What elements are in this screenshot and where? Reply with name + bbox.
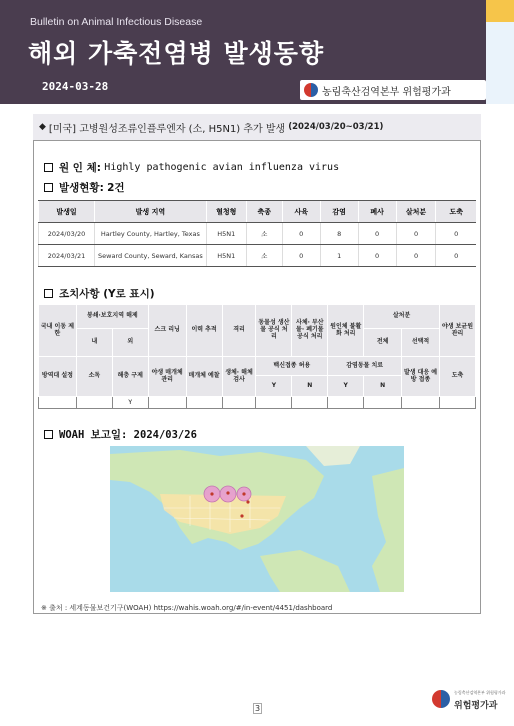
table-cell: Hartley County, Hartley, Texas <box>94 223 206 245</box>
column-header: 사육 <box>282 201 320 223</box>
outbreak-map <box>110 446 404 592</box>
measures-label: 조치사항 (Y로 표시) <box>59 288 155 300</box>
measure-header: 매개체 예찰 <box>186 357 222 397</box>
section-title: [미국] 고병원성조류인플루엔자 (소, H5N1) 추가 발생 <box>48 123 286 135</box>
woah-report-date: WOAH 보고일: 2024/03/26 <box>59 429 197 441</box>
column-header: 발생일 <box>39 201 95 223</box>
measure-header: 이력 추적 <box>186 305 222 357</box>
page-title: 해외 가축전염병 발생동향 <box>28 39 325 68</box>
table-cell: 0 <box>396 245 436 267</box>
measure-header: 동물성 생산물 공식 처리 <box>256 305 292 357</box>
agent-line <box>44 160 339 175</box>
measure-cell: Y <box>112 397 148 409</box>
measure-header: 야생 보균원 관리 <box>439 305 475 357</box>
measure-header: 소독 <box>76 357 112 397</box>
checkbox-icon <box>44 289 53 298</box>
world-map-graphic <box>110 446 404 592</box>
measures-table <box>38 304 476 409</box>
table-cell: 2024/03/20 <box>39 223 95 245</box>
measure-header: 원인체 불활화 처리 <box>328 305 364 357</box>
measure-cell <box>439 397 475 409</box>
table-cell: 0 <box>396 223 436 245</box>
measure-header: 해충 구제 <box>112 357 148 397</box>
outbreak-table-header <box>39 201 477 223</box>
measure-cell <box>256 397 292 409</box>
measure-cell <box>292 397 328 409</box>
measure-subheader: N <box>364 375 402 396</box>
outbreak-point <box>226 491 229 494</box>
table-row <box>39 223 477 245</box>
checkbox-icon <box>44 163 53 172</box>
checkbox-icon <box>44 430 53 439</box>
measure-header: 백신접종 허용 <box>256 357 328 376</box>
column-header: 도축 <box>436 201 476 223</box>
column-header: 발생 지역 <box>94 201 206 223</box>
checkbox-icon <box>44 183 53 192</box>
table-cell: 소 <box>246 223 282 245</box>
measure-header: 도축 <box>439 357 475 397</box>
source-note: ※ 출처 : 세계동물보건기구(WOAH) https://wahis.woah.org/#/in-event/4451/dashboard <box>41 604 333 612</box>
south-america-landmass <box>260 550 350 592</box>
section-heading <box>33 114 481 141</box>
outbreak-point <box>210 492 213 495</box>
measure-header: 발생 대응 예방 접종 <box>402 357 440 397</box>
header-corner-accent <box>486 0 514 22</box>
agent-value: Highly pathogenic avian influenza virus <box>104 162 340 173</box>
measure-subheader: 내 <box>76 329 112 357</box>
org-name: 농림축산검역본부 위험평가과 <box>322 86 451 98</box>
column-header: 혈청형 <box>206 201 246 223</box>
europe-africa-landmass <box>372 468 404 592</box>
table-cell: 0 <box>358 245 396 267</box>
status-value: 2건 <box>107 182 125 194</box>
measure-cell <box>148 397 186 409</box>
table-cell: Seward County, Seward, Kansas <box>94 245 206 267</box>
table-row <box>39 245 477 267</box>
column-header: 감염 <box>320 201 358 223</box>
measure-header: 봉쇄·보호지역 해제 <box>76 305 148 329</box>
table-cell: H5N1 <box>206 223 246 245</box>
page-header <box>0 0 514 104</box>
outbreak-table <box>38 200 476 267</box>
measure-subheader: N <box>292 375 328 396</box>
outbreak-point <box>242 492 245 495</box>
table-cell: H5N1 <box>206 245 246 267</box>
agent-label: 원 인 체: <box>59 162 101 174</box>
measure-header: 사체· 부산물· 폐기물 공식 처리 <box>292 305 328 357</box>
table-cell: 0 <box>436 223 476 245</box>
measure-header: 감염동물 치료 <box>328 357 402 376</box>
measure-cell <box>328 397 364 409</box>
status-line <box>44 180 125 195</box>
agency-logo-icon <box>304 83 318 97</box>
org-badge <box>300 80 486 100</box>
greenland-landmass <box>306 446 360 466</box>
measure-cell <box>402 397 440 409</box>
measure-header: 생체· 해체 검사 <box>222 357 256 397</box>
footer-logo-icon <box>432 690 450 708</box>
measure-subheader: Y <box>328 375 364 396</box>
measure-subheader: 외 <box>112 329 148 357</box>
measure-header: 격리 <box>222 305 256 357</box>
column-header: 살처분 <box>396 201 436 223</box>
table-cell: 소 <box>246 245 282 267</box>
measure-subheader: 전체 <box>364 329 402 357</box>
column-header: 폐사 <box>358 201 396 223</box>
page-number: 3 <box>255 704 261 713</box>
measure-header: 살처분 <box>364 305 440 329</box>
measures-value-row <box>39 397 476 409</box>
status-label: 발생현황: <box>59 182 104 194</box>
diamond-icon: ◆ <box>39 122 46 132</box>
table-cell: 0 <box>282 245 320 267</box>
outbreak-point <box>240 514 243 517</box>
footer-org: 위험평가과 <box>454 701 498 711</box>
table-cell: 2024/03/21 <box>39 245 95 267</box>
measure-header: 야생 매개체 관리 <box>148 357 186 397</box>
measure-header: 국내 이동 제한 <box>39 305 77 357</box>
table-cell: 0 <box>436 245 476 267</box>
section-date-range: (2024/03/20~03/21) <box>288 122 384 132</box>
table-cell: 8 <box>320 223 358 245</box>
measure-header: 스크 리닝 <box>148 305 186 357</box>
measure-subheader: 선택적 <box>402 329 440 357</box>
measure-cell <box>364 397 402 409</box>
measure-cell <box>186 397 222 409</box>
measure-subheader: Y <box>256 375 292 396</box>
table-cell: 0 <box>358 223 396 245</box>
table-cell: 1 <box>320 245 358 267</box>
table-cell: 0 <box>282 223 320 245</box>
woah-line <box>44 427 197 442</box>
report-date: 2024-03-28 <box>42 80 109 93</box>
column-header: 축종 <box>246 201 282 223</box>
outbreak-point <box>246 500 249 503</box>
measures-line <box>44 286 155 301</box>
footer-org-small: 농림축산검역본부 위험평가과 <box>454 690 506 695</box>
bulletin-label: Bulletin on Animal Infectious Disease <box>30 16 203 28</box>
measure-cell <box>222 397 256 409</box>
measure-cell <box>76 397 112 409</box>
measure-cell <box>39 397 77 409</box>
measure-header: 방역대 설정 <box>39 357 77 397</box>
